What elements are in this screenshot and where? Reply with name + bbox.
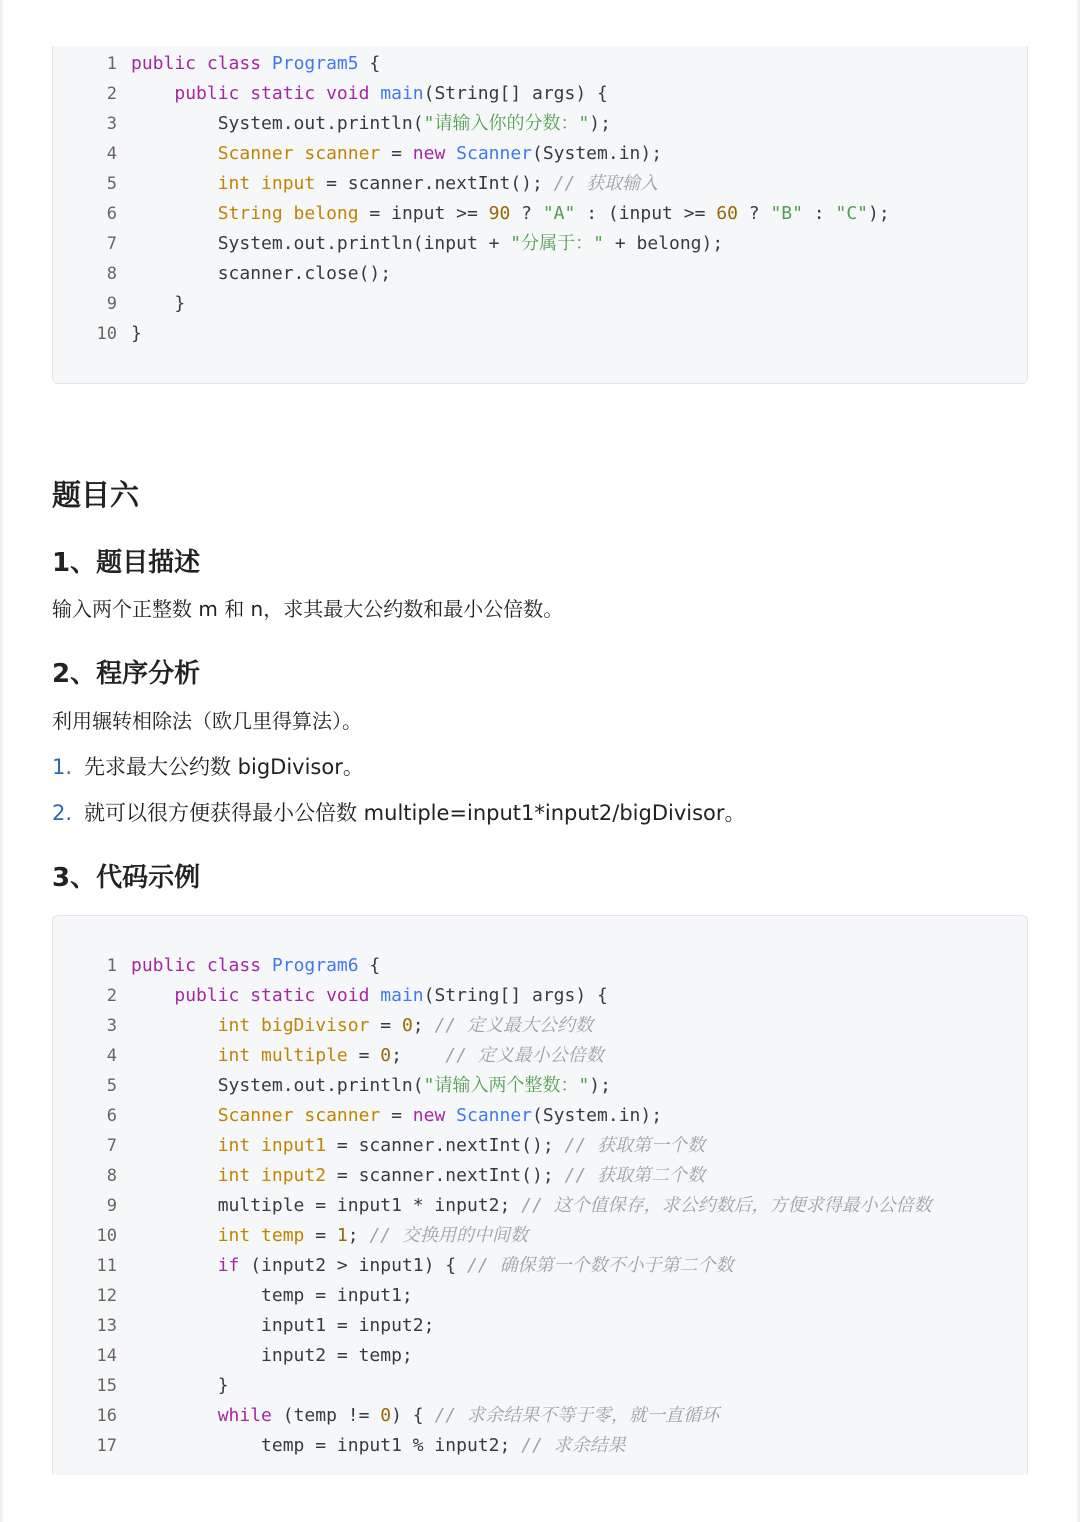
code-token: // 这个值保存，求公约数后，方便求得最小公倍数 xyxy=(521,1195,932,1216)
code-token: (System.in); xyxy=(532,143,663,164)
line-number: 7 xyxy=(106,234,117,254)
code-token xyxy=(131,1405,218,1426)
code-token: int bigDivisor xyxy=(217,1015,370,1036)
list-text: 先求最大公约数 bigDivisor。 xyxy=(84,755,364,779)
description-text: 输入两个正整数 m 和 n，求其最大公约数和最小公倍数。 xyxy=(52,597,564,621)
code-token: = xyxy=(380,143,413,164)
code-token: main xyxy=(380,83,424,104)
code-token: = scanner.nextInt(); xyxy=(315,173,554,194)
code-token: public static void xyxy=(174,985,381,1006)
code-line xyxy=(53,951,1027,981)
code-line xyxy=(53,1221,1027,1251)
line-number: 6 xyxy=(106,204,117,224)
code-token: "C" xyxy=(835,203,868,224)
code-token: public class xyxy=(131,53,272,74)
code-token: int temp xyxy=(217,1225,305,1246)
code-token: int input2 xyxy=(217,1165,327,1186)
code-token xyxy=(131,1015,218,1036)
code-token: (input2 > input1) { xyxy=(239,1255,467,1276)
line-number: 4 xyxy=(106,144,117,164)
code-token: + belong); xyxy=(603,233,724,254)
line-number: 1 xyxy=(106,956,117,976)
code-text xyxy=(131,1221,528,1251)
code-token: // 求余结果 xyxy=(521,1435,626,1456)
code-token: int input xyxy=(217,173,316,194)
code-text xyxy=(131,1281,413,1311)
line-number: 16 xyxy=(96,1406,117,1426)
code-token: "请输入两个整数：" xyxy=(423,1075,590,1096)
code-line xyxy=(53,289,1027,319)
code-token: Scanner xyxy=(456,1105,532,1126)
code-line xyxy=(53,139,1027,169)
code-token: input2 = temp; xyxy=(131,1345,413,1366)
code-token: 1 xyxy=(336,1225,348,1246)
code-token: ); xyxy=(868,203,890,224)
code-token: public static void xyxy=(174,83,381,104)
code-token: input1 = input2; xyxy=(131,1315,435,1336)
code-text xyxy=(131,199,890,229)
code-token: // 获取第一个数 xyxy=(564,1135,706,1156)
code-text xyxy=(131,229,723,259)
code-line xyxy=(53,1011,1027,1041)
code-token: = input >= xyxy=(358,203,489,224)
code-text xyxy=(131,1101,662,1131)
code-text xyxy=(131,1311,434,1341)
code-token: } xyxy=(131,323,142,344)
code-line xyxy=(53,1101,1027,1131)
code-token: = xyxy=(347,1045,381,1066)
code-token: ); xyxy=(589,1075,611,1096)
code-token: // 交换用的中间数 xyxy=(369,1225,528,1246)
description-heading: 1、题目描述 xyxy=(52,548,201,578)
line-number: 4 xyxy=(106,1046,117,1066)
line-number: 2 xyxy=(106,84,117,104)
page-frame-right xyxy=(1076,0,1080,1522)
line-number: 2 xyxy=(106,986,117,1006)
code-token: : (input >= xyxy=(575,203,717,224)
code-token: 90 xyxy=(488,203,511,224)
code-text xyxy=(131,1341,413,1371)
code-token: System.out.println( xyxy=(131,113,424,134)
line-number: 17 xyxy=(96,1436,117,1456)
code-token: multiple = input1 * input2; xyxy=(131,1195,522,1216)
code-token: = xyxy=(369,1015,402,1036)
code-token: // 定义最小公倍数 xyxy=(445,1045,604,1066)
code-text xyxy=(131,1401,719,1431)
line-number: 6 xyxy=(106,1106,117,1126)
code-token: ? xyxy=(510,203,543,224)
line-number: 14 xyxy=(96,1346,117,1366)
code-token: while xyxy=(217,1405,272,1426)
code-token: (System.in); xyxy=(532,1105,663,1126)
code-token xyxy=(131,1105,218,1126)
line-number: 9 xyxy=(106,1196,117,1216)
code-line xyxy=(53,169,1027,199)
analysis-heading: 2、程序分析 xyxy=(52,659,201,689)
code-token: ) { xyxy=(391,1405,435,1426)
code-text xyxy=(131,981,608,1011)
code-line xyxy=(53,1431,1027,1461)
code-token: // 求余结果不等于零，就一直循环 xyxy=(434,1405,719,1426)
code-token: ? xyxy=(737,203,771,224)
code-token: ; xyxy=(347,1225,370,1246)
code-token: Scanner xyxy=(456,143,532,164)
line-number: 13 xyxy=(96,1316,117,1336)
line-number: 9 xyxy=(106,294,117,314)
code-line xyxy=(53,1311,1027,1341)
code-token: } xyxy=(131,1375,229,1396)
code-token xyxy=(131,1225,218,1246)
code-line xyxy=(53,49,1027,79)
code-token: { xyxy=(358,53,381,74)
code-line xyxy=(53,199,1027,229)
code-token: (String[] args) { xyxy=(423,83,608,104)
code-token: "请输入你的分数：" xyxy=(423,113,590,134)
line-number: 5 xyxy=(106,174,117,194)
code-line xyxy=(53,259,1027,289)
code-line xyxy=(53,1161,1027,1191)
code-token: System.out.println( xyxy=(131,1075,424,1096)
code-token: (String[] args) { xyxy=(423,985,608,1006)
code-text xyxy=(131,169,658,199)
code-token xyxy=(131,173,218,194)
code-token: ); xyxy=(589,113,611,134)
code-text xyxy=(131,319,142,349)
code-token: main xyxy=(380,985,424,1006)
list-item xyxy=(52,797,746,827)
code-example-heading: 3、代码示例 xyxy=(52,863,201,893)
code-token xyxy=(131,1135,218,1156)
code-token: Program5 xyxy=(271,53,359,74)
code-text xyxy=(131,1371,229,1401)
code-token: String belong xyxy=(217,203,359,224)
code-token: "B" xyxy=(770,203,803,224)
code-token: Scanner scanner xyxy=(217,143,381,164)
code-token xyxy=(131,83,174,104)
code-token: scanner.close(); xyxy=(131,263,392,284)
code-line xyxy=(53,1041,1027,1071)
code-token: temp = input1 % input2; xyxy=(131,1435,522,1456)
code-text xyxy=(131,1161,705,1191)
code-lines xyxy=(53,49,1027,349)
code-token xyxy=(131,1255,218,1276)
code-token: } xyxy=(131,293,186,314)
code-token: new xyxy=(412,1105,457,1126)
code-text xyxy=(131,289,185,319)
code-token: ; xyxy=(412,1015,435,1036)
line-number: 1 xyxy=(106,54,117,74)
line-number: 12 xyxy=(96,1286,117,1306)
code-text xyxy=(131,1011,593,1041)
code-line xyxy=(53,1191,1027,1221)
code-token xyxy=(131,985,174,1006)
code-text xyxy=(131,951,380,981)
code-token: = scanner.nextInt(); xyxy=(326,1165,565,1186)
code-line xyxy=(53,229,1027,259)
code-token: Scanner scanner xyxy=(217,1105,381,1126)
line-number: 8 xyxy=(106,1166,117,1186)
code-token: 0 xyxy=(380,1405,392,1426)
code-block-program5 xyxy=(52,46,1028,384)
code-token: // 获取输入 xyxy=(553,173,659,194)
analysis-text: 利用辗转相除法（欧几里得算法）。 xyxy=(52,709,362,733)
code-line xyxy=(53,79,1027,109)
code-token: 0 xyxy=(380,1045,392,1066)
line-number: 3 xyxy=(106,114,117,134)
line-number: 11 xyxy=(96,1256,117,1276)
code-text xyxy=(131,1041,604,1071)
code-block-program6 xyxy=(52,915,1028,1475)
code-token: System.out.println(input + xyxy=(131,233,511,254)
code-token: temp = input1; xyxy=(131,1285,413,1306)
code-token xyxy=(131,1045,218,1066)
code-text xyxy=(131,139,662,169)
line-number: 10 xyxy=(96,1226,117,1246)
code-text xyxy=(131,109,611,139)
code-line xyxy=(53,1401,1027,1431)
code-line xyxy=(53,981,1027,1011)
code-line xyxy=(53,319,1027,349)
code-token: Program6 xyxy=(271,955,359,976)
code-text xyxy=(131,1431,626,1461)
line-number: 5 xyxy=(106,1076,117,1096)
code-text xyxy=(131,1131,705,1161)
code-token: int input1 xyxy=(217,1135,327,1156)
code-text xyxy=(131,1071,611,1101)
code-token: // 获取第二个数 xyxy=(564,1165,706,1186)
list-number: 2. xyxy=(52,801,73,825)
code-token xyxy=(131,1165,218,1186)
code-text xyxy=(131,79,608,109)
code-token: 0 xyxy=(401,1015,413,1036)
code-token: ; xyxy=(391,1045,446,1066)
code-text xyxy=(131,259,391,289)
code-token: (temp != xyxy=(271,1405,381,1426)
code-token: // 确保第一个数不小于第二个数 xyxy=(466,1255,734,1276)
section-title: 题目六 xyxy=(52,478,140,512)
code-line xyxy=(53,1341,1027,1371)
code-token: : xyxy=(802,203,836,224)
code-token: if xyxy=(217,1255,240,1276)
code-token: "A" xyxy=(542,203,576,224)
code-token: = xyxy=(304,1225,337,1246)
code-lines xyxy=(53,951,1027,1461)
code-line xyxy=(53,1251,1027,1281)
code-token: // 定义最大公约数 xyxy=(434,1015,593,1036)
line-number: 8 xyxy=(106,264,117,284)
line-number: 3 xyxy=(106,1016,117,1036)
code-text xyxy=(131,49,380,79)
list-number: 1. xyxy=(52,755,73,779)
code-line xyxy=(53,1371,1027,1401)
code-text xyxy=(131,1251,733,1281)
line-number: 10 xyxy=(96,324,117,344)
code-token: { xyxy=(358,955,381,976)
code-token: int multiple xyxy=(217,1045,348,1066)
code-token: 60 xyxy=(716,203,738,224)
code-token xyxy=(131,203,218,224)
list-text: 就可以很方便获得最小公倍数 multiple=input1*input2/bigDivisor。 xyxy=(84,801,746,825)
code-token: = xyxy=(380,1105,413,1126)
code-token xyxy=(131,143,218,164)
code-token: public class xyxy=(131,955,272,976)
line-number: 15 xyxy=(96,1376,117,1396)
list-item xyxy=(52,751,364,781)
line-number: 7 xyxy=(106,1136,117,1156)
code-line xyxy=(53,1071,1027,1101)
code-token: new xyxy=(412,143,457,164)
code-token: "分属于：" xyxy=(510,233,604,254)
page-frame-left xyxy=(0,0,4,1522)
code-text xyxy=(131,1191,932,1221)
code-token: = scanner.nextInt(); xyxy=(326,1135,565,1156)
code-line xyxy=(53,1281,1027,1311)
code-line xyxy=(53,1131,1027,1161)
code-line xyxy=(53,109,1027,139)
